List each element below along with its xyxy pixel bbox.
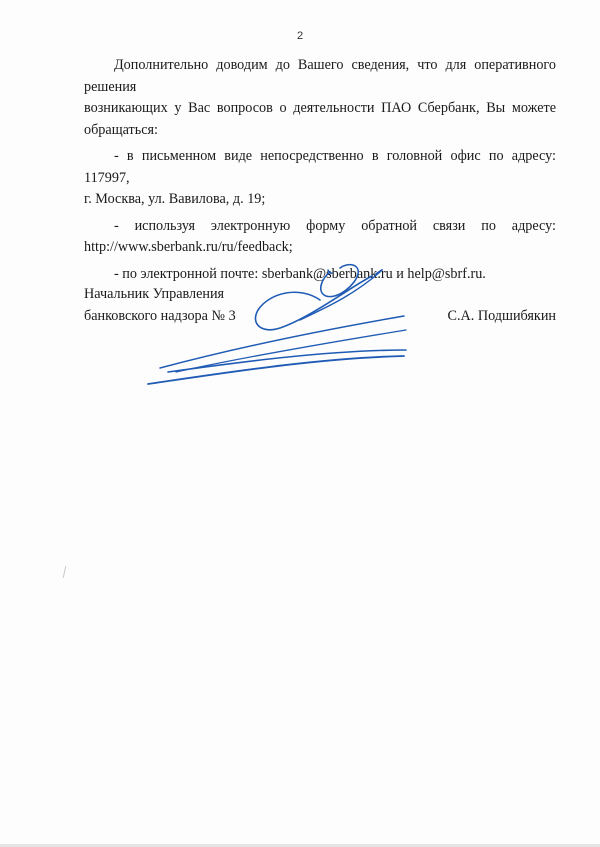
intro-paragraph <box>84 55 556 98</box>
signatory-name: С.А. Подшибякин <box>447 308 556 324</box>
signature-stroke <box>176 330 406 372</box>
list-item-2-cont <box>84 237 556 259</box>
intro-line-2: возникающих у Вас вопросов о деятельности ПАО Сбербанк, Вы можете <box>84 100 556 116</box>
signatory-position <box>84 283 236 327</box>
signatory-position-line-1: Начальник Управления <box>84 286 225 302</box>
letter-body <box>84 55 556 285</box>
list-item-1-cont <box>84 189 556 211</box>
list-item-2-line-1: - используя электронную форму обратной связи по адресу: <box>114 217 556 234</box>
intro-line-1: Дополнительно доводим до Вашего сведения, что для оперативного решения <box>84 57 556 95</box>
list-item-3-line-1: - по электронной почте: sberbank@sberbank.ru и help@sbrf.ru. <box>114 265 486 282</box>
signature-stroke <box>148 356 404 384</box>
list-item-2 <box>84 216 556 238</box>
list-item-1-line-2: г. Москва, ул. Вавилова, д. 19; <box>84 191 266 207</box>
list-item-3 <box>84 264 556 286</box>
signature-stroke <box>168 350 406 372</box>
list-item-2-line-2: http://www.sberbank.ru/ru/feedback; <box>84 239 293 255</box>
page-number: 2 <box>296 30 304 42</box>
signatory-position-line-2: банковского надзора № 3 <box>84 308 236 324</box>
list-item-1 <box>84 146 556 189</box>
scan-margin-mark <box>63 566 66 578</box>
list-item-1-line-1: - в письменном виде непосредственно в головной офис по адресу: 117997, <box>84 148 556 186</box>
intro-line-3: обращаться: <box>84 121 158 138</box>
intro-paragraph-cont <box>84 98 556 141</box>
